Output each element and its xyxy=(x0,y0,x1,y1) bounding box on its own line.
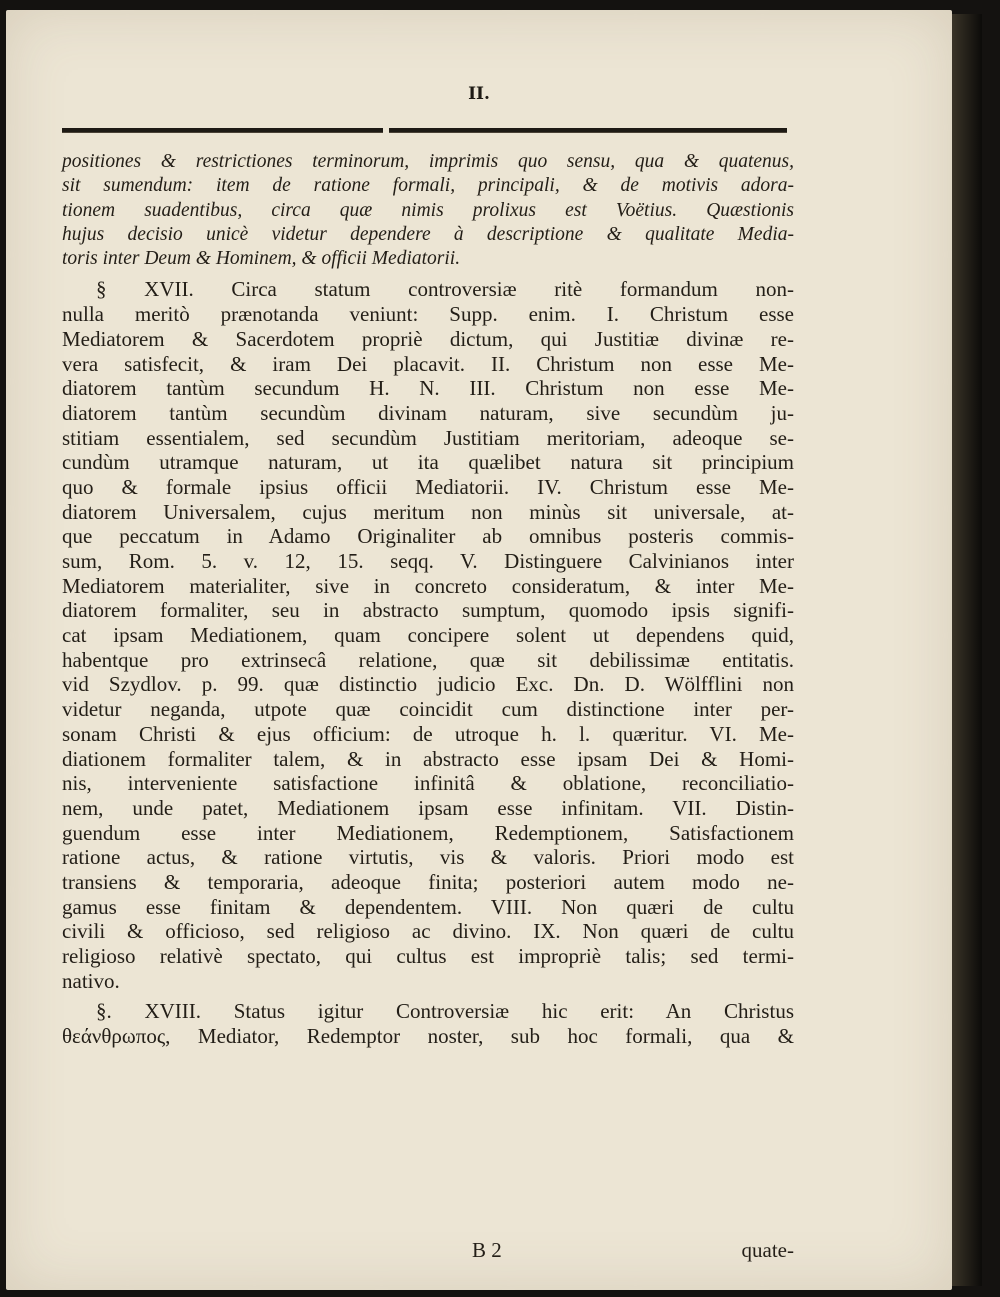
note-line: tionem suadentibus, circa quæ nimis prolixus est Voëtius. Quæstionis xyxy=(62,199,794,221)
text-line: religioso relativè spectato, qui cultus est impropriè talis; sed termi- xyxy=(62,944,794,969)
text-line: diatorem tantùm secundùm divinam naturam, sive secundùm ju- xyxy=(62,400,794,425)
text-line: gamus esse finitam & dependentem. VIII. Non quæri de cultu xyxy=(62,894,794,919)
note-line: hujus decisio unicè videtur dependere à descriptione & qualitate Media- xyxy=(62,223,794,245)
text-line: quo & formale ipsius officii Mediatorii. IV. Christum esse Me- xyxy=(62,474,794,499)
text-line: §. XVIII. Status igitur Controversiæ hic erit: An Christus xyxy=(96,999,794,1024)
text-line: que peccatum in Adamo Originaliter ab omnibus posteris commis- xyxy=(62,524,794,549)
text-line: nem, unde patet, Mediationem ipsam esse infinitam. VII. Distin- xyxy=(62,795,794,820)
text-line: diatorem formaliter, seu in abstracto sumptum, quomodo ipsis signifi- xyxy=(62,598,794,623)
text-line: cundùm utramque naturam, ut ita quælibet natura sit principium xyxy=(62,450,794,475)
text-line: vid Szydlov. p. 99. quæ distinctio judicio Exc. Dn. D. Wölfflini non xyxy=(62,672,794,697)
note-line: positiones & restrictiones terminorum, imprimis quo sensu, qua & quatenus, xyxy=(62,151,794,172)
text-line: Mediatorem materialiter, sive in concreto consideratum, & inter Me- xyxy=(62,573,794,598)
section-xvii xyxy=(62,277,794,993)
text-line: habentque pro extrinsecâ relatione, quæ sit debilissimæ entitatis. xyxy=(62,647,794,672)
header-rule-break xyxy=(383,124,389,136)
book-edge xyxy=(952,14,982,1286)
text-line: transiens & temporaria, adeoque finita; posteriori autem modo ne- xyxy=(62,869,794,894)
text-line: diationem formaliter talem, & in abstracto esse ipsam Dei & Homi- xyxy=(62,746,794,771)
book-page xyxy=(6,10,952,1290)
text-line: ratione actus, & ratione virtutis, vis & valoris. Priori modo est xyxy=(62,845,794,870)
header-rule xyxy=(62,128,787,133)
signature-mark: B 2 xyxy=(472,1238,502,1262)
text-line: stitiam essentialem, sed secundùm Justitiam meritoriam, adeoque se- xyxy=(62,425,794,450)
text-line: Mediatorem & Sacerdotem propriè dictum, qui Justitiæ divinæ re- xyxy=(62,326,794,351)
text-line: sum, Rom. 5. v. 12, 15. seqq. V. Distinguere Calvinianos inter xyxy=(62,549,794,574)
page-footer xyxy=(62,1238,794,1264)
section-xviii xyxy=(62,999,794,1048)
text-line: civili & officioso, sed religioso ac divino. IX. Non quæri de cultu xyxy=(62,919,794,944)
page-body xyxy=(62,150,794,1049)
note-line: toris inter Deum & Hominem, & officii Mediatorii. xyxy=(62,248,461,270)
text-line: guendum esse inter Mediationem, Redemptionem, Satisfactionem xyxy=(62,820,794,845)
text-line: videtur neganda, utpote quæ coincidit cum distinctione inter per- xyxy=(62,697,794,722)
page-number: II. xyxy=(468,84,490,104)
text-line: θεάνθρωπος, Mediator, Redemptor noster, sub hoc formali, qua & xyxy=(62,1024,794,1049)
text-line: § XVII. Circa statum controversiæ ritè formandum non- xyxy=(96,277,794,302)
catchword: quate- xyxy=(741,1238,794,1262)
note-line: sit sumendum: item de ratione formali, principali, & de motivis adora- xyxy=(62,175,794,197)
text-line: diatorem tantùm secundum H. N. III. Christum non esse Me- xyxy=(62,376,794,401)
text-line: nativo. xyxy=(62,968,120,993)
footnote-block xyxy=(62,150,794,271)
text-line: vera satisfecit, & iram Dei placavit. II. Christum non esse Me- xyxy=(62,351,794,376)
text-line: nulla meritò prænotanda veniunt: Supp. enim. I. Christum esse xyxy=(62,302,794,327)
text-line: nis, interveniente satisfactione infinitâ & oblatione, reconciliatio- xyxy=(62,771,794,796)
text-line: sonam Christi & ejus officium: de utroque h. l. quæritur. VI. Me- xyxy=(62,721,794,746)
text-line: cat ipsam Mediationem, quam concipere solent ut dependens quid, xyxy=(62,623,794,648)
text-line: diatorem Universalem, cujus meritum non minùs sit universale, at- xyxy=(62,499,794,524)
